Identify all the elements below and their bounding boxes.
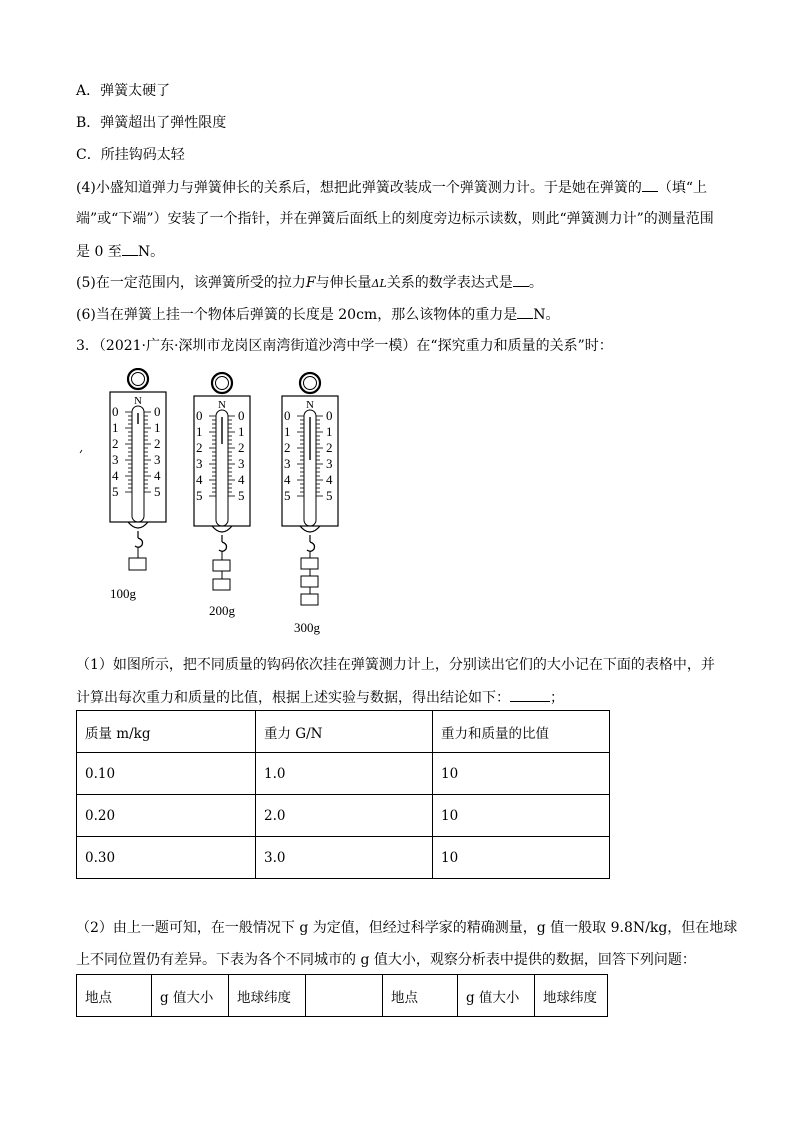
header-location: 地点	[77, 975, 152, 1017]
scale-3-tick-4-left: 4	[284, 472, 291, 487]
header-weight-text: 重力 G/N	[264, 725, 323, 742]
q4-line1	[76, 177, 707, 198]
cell-ratio: 10	[433, 795, 610, 837]
q5-blank	[513, 272, 529, 287]
scale-3-tick-0-left: 0	[284, 408, 291, 423]
scale-1-tick-3-left: 3	[112, 452, 119, 467]
header-latitude: 地球纬度	[229, 975, 306, 1017]
header-g-value: g 值大小	[152, 975, 229, 1017]
mass-label-100g: 100g	[110, 586, 136, 601]
p1-line2	[76, 687, 564, 708]
mass-label-200g: 200g	[209, 603, 235, 618]
q4-line3-text-b: N。	[137, 244, 165, 260]
scale-1-tick-5-right: 5	[154, 484, 161, 499]
scale-1-tick-0-right: 0	[154, 404, 161, 419]
scale-2-tick-2-left: 2	[196, 440, 203, 455]
scale-2-tick-5-right: 5	[238, 488, 245, 503]
scale-2-tick-1-left: 1	[196, 424, 203, 439]
city-g-table	[76, 974, 608, 1017]
scale-3-tick-2-left: 2	[284, 440, 291, 455]
scale-1-tick-2-left: 2	[112, 436, 119, 451]
mass-weight-table	[76, 710, 610, 879]
scale-1-tick-3-right: 3	[154, 452, 161, 467]
table-row	[77, 837, 610, 879]
table-row	[77, 795, 610, 837]
q3-header: 3．（2021·广东·深圳市龙岗区南湾街道沙湾中学一模）在“探究重力和质量的关系”时：	[76, 338, 613, 354]
header-mass	[77, 711, 256, 753]
q4-line3-text-a: 是 0 至	[76, 244, 122, 260]
scale-3-tick-0-right: 0	[326, 408, 333, 423]
q6-text-end: N。	[533, 307, 560, 323]
header-ratio: 重力和质量的比值	[433, 711, 610, 753]
scale-2-tick-0-left: 0	[196, 408, 203, 423]
scale-3-tick-3-left: 3	[284, 456, 291, 471]
scale-1-tick-4-left: 4	[112, 468, 119, 483]
option-a: A．弹簧太硬了	[76, 83, 171, 99]
scale-3-tick-1-left: 1	[284, 424, 291, 439]
q6-blank	[517, 304, 533, 319]
q5-var-f: F	[305, 275, 316, 291]
scale-1-tick-1-right: 1	[154, 420, 161, 435]
scale-1-tick-1-left: 1	[112, 420, 119, 435]
q6-line	[76, 304, 559, 325]
table-row	[77, 753, 610, 795]
cell-mass: 0.20	[77, 795, 256, 837]
scale-2-tick-4-right: 4	[238, 472, 245, 487]
stray-mark	[80, 450, 82, 453]
p1-line1: （1）如图所示，把不同质量的钩码依次挂在弹簧测力计上，分别读出它们的大小记在下面的表格中，并	[76, 657, 715, 673]
scale-3-tick-5-left: 5	[284, 488, 291, 503]
p1-line2-end: ；	[550, 690, 564, 706]
q4-blank-position	[642, 177, 658, 192]
spring-scale-1	[110, 369, 166, 570]
p1-conclusion-blank	[510, 687, 550, 702]
cell-weight: 2.0	[256, 795, 433, 837]
cell-weight: 1.0	[256, 753, 433, 795]
scale-2-tick-1-right: 1	[238, 424, 245, 439]
scale-3-tick-4-right: 4	[326, 472, 333, 487]
q5-var-dl: ΔL	[371, 277, 387, 290]
scale-1-tick-0-left: 0	[112, 404, 119, 419]
scale-1-tick-5-left: 5	[112, 484, 119, 499]
spring-scale-3	[282, 373, 338, 605]
header-latitude-2: 地球纬度	[535, 975, 608, 1017]
q4-line1-text-b: （填“上	[657, 180, 708, 196]
cell-mass: 0.10	[77, 753, 256, 795]
scale-3-tick-1-right: 1	[326, 424, 333, 439]
q4-line1-text-a: (4)小盛知道弹力与弹簧伸长的关系后，想把此弹簧改装成一个弹簧测力计。于是她在弹簧的	[76, 180, 642, 196]
q4-line3	[76, 241, 164, 262]
cell-mass: 0.30	[77, 837, 256, 879]
scale-2-tick-3-left: 3	[196, 456, 203, 471]
scale-3-tick-3-right: 3	[326, 456, 333, 471]
header-weight	[256, 711, 433, 753]
option-c: C．所挂钩码太轻	[76, 147, 185, 163]
q5-text-mid: 与伸长量	[315, 275, 372, 291]
header-spacer	[306, 975, 383, 1017]
q5-text-post: 关系的数学表达式是	[386, 275, 513, 291]
scale-1-n-label: N	[134, 395, 142, 407]
header-mass-text: 质量 m/kg	[85, 725, 151, 742]
q6-text-pre: (6)当在弹簧上挂一个物体后弹簧的长度是 20cm，那么该物体的重力是	[76, 307, 518, 323]
p2-line1: （2）由上一题可知，在一般情况下 g 为定值，但经过科学家的精确测量，g 值一般取 9.8N/kg，但在地球	[76, 920, 738, 936]
scale-2-tick-0-right: 0	[238, 408, 245, 423]
scale-2-n-label: N	[218, 399, 226, 411]
scale-3-tick-2-right: 2	[326, 440, 333, 455]
p2-line2: 上不同位置仍有差异。下表为各个不同城市的 g 值大小，观察分析表中提供的数据，回答下列问题：	[76, 952, 696, 968]
mass-label-300g: 300g	[294, 620, 320, 635]
scale-1-tick-2-right: 2	[154, 436, 161, 451]
header-location-2: 地点	[383, 975, 458, 1017]
spring-scale-2	[194, 373, 250, 590]
scale-2-tick-5-left: 5	[196, 488, 203, 503]
option-b: B．弹簧超出了弹性限度	[76, 115, 227, 131]
scale-3-n-label: N	[306, 399, 314, 411]
q4-blank-range	[122, 241, 138, 256]
q4-line2: 端”或“下端”）安装了一个指针，并在弹簧后面纸上的刻度旁边标示读数，则此“弹簧测力计”的测量范围	[76, 211, 714, 227]
q5-text-pre: (5)在一定范围内，该弹簧所受的拉力	[76, 275, 306, 291]
scale-2-tick-2-right: 2	[238, 440, 245, 455]
header-g-value-2: g 值大小	[458, 975, 535, 1017]
table-row	[77, 711, 610, 753]
p1-line2-text: 计算出每次重力和质量的比值，根据上述实验与数据，得出结论如下：	[76, 690, 510, 706]
q5-text-end: 。	[528, 275, 543, 291]
scale-1-tick-4-right: 4	[154, 468, 161, 483]
cell-ratio: 10	[433, 837, 610, 879]
q5-line	[76, 272, 543, 294]
scale-3-tick-5-right: 5	[326, 488, 333, 503]
scale-2-tick-3-right: 3	[238, 456, 245, 471]
scale-2-tick-4-left: 4	[196, 472, 203, 487]
cell-weight: 3.0	[256, 837, 433, 879]
table-row	[77, 975, 608, 1017]
cell-ratio: 10	[433, 753, 610, 795]
spring-scales-figure	[76, 368, 366, 640]
